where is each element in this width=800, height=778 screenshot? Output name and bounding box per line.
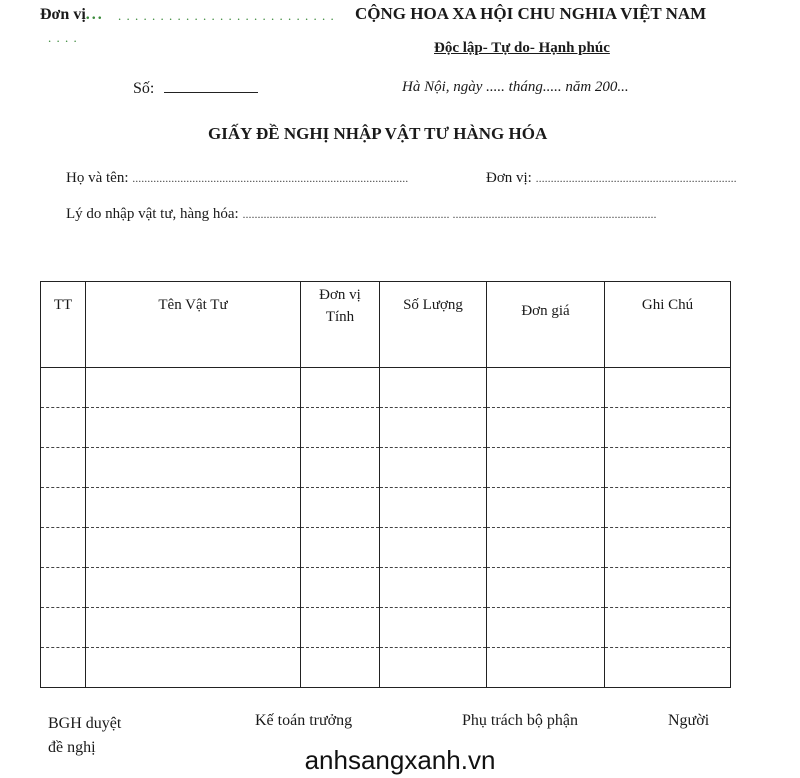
table-cell <box>301 368 380 408</box>
table-cell <box>380 568 487 608</box>
table-cell <box>605 528 731 568</box>
org-label: Đơn vị... <box>40 6 104 23</box>
table-cell <box>86 488 301 528</box>
table-cell <box>380 608 487 648</box>
table-cell <box>86 608 301 648</box>
country-title: CỘNG HOA XA HỘI CHU NGHIA VIỆT NAM <box>355 4 707 23</box>
table-cell <box>605 568 731 608</box>
table-cell <box>41 488 86 528</box>
org-label-text: Đơn vị <box>40 6 86 23</box>
column-header-unit: Đơn vị Tính <box>301 282 380 368</box>
table-cell <box>487 528 605 568</box>
column-header-name: Tên Vật Tư <box>86 282 301 368</box>
table-cell <box>301 408 380 448</box>
table-cell <box>380 648 487 688</box>
table-cell <box>41 568 86 608</box>
table-cell <box>605 488 731 528</box>
table-cell <box>380 448 487 488</box>
watermark-text: anhsangxanh.vn <box>304 745 496 775</box>
table-cell <box>301 448 380 488</box>
table-row <box>41 608 731 648</box>
table-cell <box>301 568 380 608</box>
table-cell <box>380 368 487 408</box>
table-cell <box>380 528 487 568</box>
table-cell <box>41 368 86 408</box>
form-title: GIẤY ĐỀ NGHỊ NHẬP VẬT TƯ HÀNG HÓA <box>208 124 548 143</box>
name-label: Họ và tên: <box>66 170 129 186</box>
table-cell <box>487 488 605 528</box>
reason-dots: ..................................................................... .................................................................... <box>242 207 657 221</box>
name-dots: ............................................................................................ <box>132 171 409 185</box>
table-cell <box>86 528 301 568</box>
table-row <box>41 448 731 488</box>
table-cell <box>487 448 605 488</box>
column-header-price: Đơn giá <box>487 282 605 368</box>
motto: Độc lập- Tự do- Hạnh phúc <box>434 40 610 56</box>
table-cell <box>605 648 731 688</box>
table-cell <box>487 648 605 688</box>
table-cell <box>86 648 301 688</box>
signature-department-head: Phụ trách bộ phận <box>462 712 578 729</box>
table-cell <box>605 368 731 408</box>
table-cell <box>380 408 487 448</box>
doc-number-label: Số: <box>133 80 155 97</box>
doc-number-line <box>164 78 258 93</box>
table-cell <box>41 648 86 688</box>
table-cell <box>86 568 301 608</box>
table-cell <box>41 448 86 488</box>
table-cell <box>41 528 86 568</box>
unit-field-row <box>486 170 737 187</box>
signature-chief-accountant: Kế toán trưởng <box>255 712 353 729</box>
table-cell <box>605 448 731 488</box>
table-cell <box>487 608 605 648</box>
table-cell <box>86 368 301 408</box>
table-cell <box>487 368 605 408</box>
table-cell <box>41 408 86 448</box>
reason-field-row <box>66 206 656 223</box>
reason-label: Lý do nhập vật tư, hàng hóa: <box>66 206 239 222</box>
org-dots-line2: . . . . <box>48 30 78 45</box>
table-cell <box>301 648 380 688</box>
doc-number <box>133 78 258 98</box>
unit-dots: ................................................................... <box>535 171 737 185</box>
table-cell <box>380 488 487 528</box>
signature-requester: Người <box>668 712 710 729</box>
table-cell <box>41 608 86 648</box>
org-dots: . . . . . . . . . . . . . . . . . . . . . . . . . . <box>118 8 335 23</box>
table-cell <box>487 408 605 448</box>
unit-label: Đơn vị: <box>486 170 532 186</box>
table-row <box>41 568 731 608</box>
column-header-note: Ghi Chú <box>605 282 731 368</box>
name-field-row <box>66 170 408 187</box>
table-row <box>41 368 731 408</box>
table-row <box>41 648 731 688</box>
table-cell <box>301 488 380 528</box>
signature-bgh-line2: đề nghị <box>48 739 96 756</box>
materials-table <box>40 281 731 688</box>
table-header-row <box>41 282 731 368</box>
table-cell <box>605 408 731 448</box>
table-cell <box>487 568 605 608</box>
table-cell <box>86 448 301 488</box>
column-header-tt: TT <box>41 282 86 368</box>
table-row <box>41 408 731 448</box>
table-row <box>41 528 731 568</box>
signature-bgh-line1: BGH duyệt <box>48 715 122 732</box>
table-cell <box>605 608 731 648</box>
table-row <box>41 488 731 528</box>
table-cell <box>301 528 380 568</box>
column-header-quantity: Số Lượng <box>380 282 487 368</box>
place-date: Hà Nội, ngày ..... tháng..... năm 200... <box>402 79 629 95</box>
table-cell <box>301 608 380 648</box>
table-cell <box>86 408 301 448</box>
